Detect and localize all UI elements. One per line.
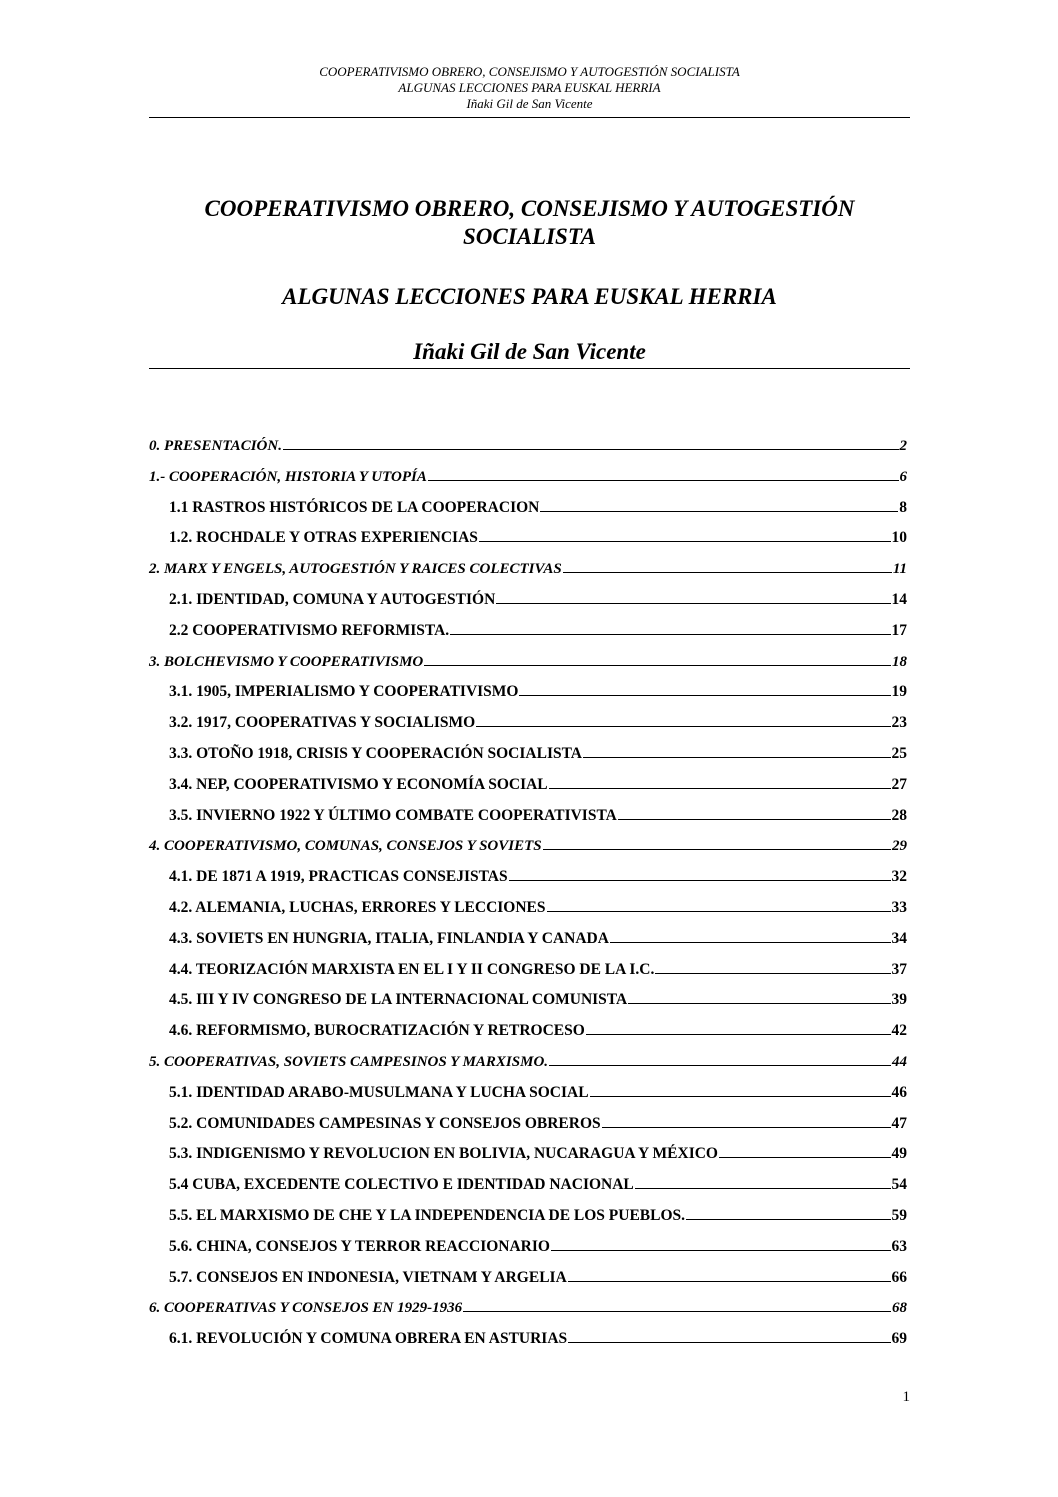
toc-entry[interactable] bbox=[149, 499, 907, 530]
toc-leader-line bbox=[655, 961, 890, 974]
toc-leader-line bbox=[450, 622, 890, 635]
toc-entry-title: 5.6. CHINA, CONSEJOS Y TERROR REACCIONARIO bbox=[169, 1237, 550, 1255]
toc-entry-title: 5.2. COMUNIDADES CAMPESINAS Y CONSEJOS OBREROS bbox=[169, 1114, 601, 1132]
toc-entry-page: 2 bbox=[899, 438, 907, 454]
toc-entry-page: 25 bbox=[891, 744, 907, 762]
header-divider bbox=[149, 117, 910, 118]
toc-leader-line bbox=[583, 745, 891, 758]
toc-entry-page: 14 bbox=[891, 590, 907, 608]
toc-entry-title: 5.3. INDIGENISMO Y REVOLUCION EN BOLIVIA, NUCARAGUA Y MÉXICO bbox=[169, 1145, 718, 1163]
toc-entry-page: 42 bbox=[891, 1022, 907, 1040]
toc-leader-line bbox=[424, 653, 891, 666]
toc-entry-page: 47 bbox=[891, 1114, 907, 1132]
toc-leader-line bbox=[549, 1053, 891, 1066]
toc-leader-line bbox=[568, 1269, 891, 1282]
running-header bbox=[149, 64, 910, 112]
toc-leader-line bbox=[428, 468, 899, 481]
toc-entry[interactable] bbox=[149, 776, 907, 807]
toc-entry[interactable] bbox=[149, 560, 907, 591]
toc-entry-title: 3.5. INVIERNO 1922 Y ÚLTIMO COMBATE COOPERATIVISTA bbox=[169, 806, 617, 824]
toc-entry-page: 69 bbox=[891, 1330, 907, 1348]
toc-leader-line bbox=[628, 991, 890, 1004]
toc-leader-line bbox=[635, 1176, 891, 1189]
toc-entry-page: 34 bbox=[891, 929, 907, 947]
toc-entry-title: 3. BOLCHEVISMO Y COOPERATIVISMO bbox=[149, 653, 424, 670]
toc-leader-line bbox=[479, 529, 891, 542]
toc-entry-page: 44 bbox=[892, 1053, 907, 1070]
toc-entry[interactable] bbox=[149, 1269, 907, 1300]
toc-leader-line bbox=[519, 683, 890, 696]
toc-entry-title: 4. COOPERATIVISMO, COMUNAS, CONSEJOS Y SOVIETS bbox=[149, 838, 542, 855]
toc-entry-title: 5.4 CUBA, EXCEDENTE COLECTIVO E IDENTIDAD NACIONAL bbox=[169, 1176, 634, 1194]
toc-entry-page: 8 bbox=[899, 498, 907, 516]
toc-entry[interactable] bbox=[149, 1207, 907, 1238]
toc-entry-title: 4.1. DE 1871 A 1919, PRACTICAS CONSEJISTAS bbox=[169, 868, 508, 886]
toc-entry-title: 2. MARX Y ENGELS, AUTOGESTIÓN Y RAICES COLECTIVAS bbox=[149, 561, 562, 578]
toc-entry-title: 1.- COOPERACIÓN, HISTORIA Y UTOPÍA bbox=[149, 468, 427, 485]
toc-entry[interactable] bbox=[149, 1145, 907, 1176]
toc-entry-title: 4.3. SOVIETS EN HUNGRIA, ITALIA, FINLANDIA Y CANADA bbox=[169, 929, 609, 947]
toc-entry-title: 5.7. CONSEJOS EN INDONESIA, VIETNAM Y ARGELIA bbox=[169, 1268, 567, 1286]
toc-entry-page: 18 bbox=[892, 653, 907, 670]
toc-entry-page: 6 bbox=[899, 468, 907, 485]
toc-entry-title: 4.5. III Y IV CONGRESO DE LA INTERNACIONAL COMUNISTA bbox=[169, 991, 628, 1009]
toc-entry-page: 66 bbox=[891, 1268, 907, 1286]
toc-entry-title: 4.2. ALEMANIA, LUCHAS, ERRORES Y LECCIONES bbox=[169, 898, 546, 916]
toc-entry[interactable] bbox=[149, 591, 907, 622]
toc-entry[interactable] bbox=[149, 683, 907, 714]
toc-entry-title: 4.4. TEORIZACIÓN MARXISTA EN EL I Y II CONGRESO DE LA I.C. bbox=[169, 960, 655, 978]
toc-entry-title: 1.1 RASTROS HISTÓRICOS DE LA COOPERACION bbox=[169, 498, 540, 516]
toc-entry-page: 28 bbox=[891, 806, 907, 824]
toc-entry[interactable] bbox=[149, 961, 907, 992]
toc-entry[interactable] bbox=[149, 714, 907, 745]
toc-entry[interactable] bbox=[149, 529, 907, 560]
toc-entry-title: 5. COOPERATIVAS, SOVIETS CAMPESINOS Y MARXISMO. bbox=[149, 1053, 549, 1070]
toc-leader-line bbox=[543, 837, 891, 850]
toc-entry-page: 46 bbox=[891, 1083, 907, 1101]
toc-entry-title: 3.4. NEP, COOPERATIVISMO Y ECONOMÍA SOCIAL bbox=[169, 775, 548, 793]
toc-leader-line bbox=[549, 776, 891, 789]
toc-entry[interactable] bbox=[149, 899, 907, 930]
document-author: Iñaki Gil de San Vicente bbox=[413, 339, 646, 364]
toc-leader-line bbox=[586, 1022, 891, 1035]
running-header-title: COOPERATIVISMO OBRERO, CONSEJISMO Y AUTOGESTIÓN SOCIALISTA bbox=[319, 64, 740, 79]
document-subtitle: ALGUNAS LECCIONES PARA EUSKAL HERRIA bbox=[282, 284, 777, 309]
toc-entry[interactable] bbox=[149, 1238, 907, 1269]
toc-entry[interactable] bbox=[149, 1084, 907, 1115]
toc-leader-line bbox=[563, 560, 892, 573]
toc-entry-title: 3.3. OTOÑO 1918, CRISIS Y COOPERACIÓN SOCIALISTA bbox=[169, 744, 582, 762]
toc-entry-page: 32 bbox=[891, 868, 907, 886]
toc-leader-line bbox=[610, 930, 891, 943]
toc-entry[interactable] bbox=[149, 1115, 907, 1146]
toc-leader-line bbox=[283, 437, 899, 450]
toc-entry[interactable] bbox=[149, 437, 907, 468]
toc-entry-title: 6. COOPERATIVAS Y CONSEJOS EN 1929-1936 bbox=[149, 1300, 463, 1317]
toc-entry-title: 5.5. EL MARXISMO DE CHE Y LA INDEPENDENCIA DE LOS PUEBLOS. bbox=[169, 1206, 686, 1224]
toc-entry-title: 6.1. REVOLUCIÓN Y COMUNA OBRERA EN ASTURIAS bbox=[169, 1330, 568, 1348]
toc-entry-title: 4.6. REFORMISMO, BUROCRATIZACIÓN Y RETROCESO bbox=[169, 1022, 585, 1040]
toc-leader-line bbox=[719, 1145, 891, 1158]
toc-entry[interactable] bbox=[149, 468, 907, 499]
toc-entry-page: 27 bbox=[891, 775, 907, 793]
toc-leader-line bbox=[602, 1115, 891, 1128]
toc-entry-page: 11 bbox=[892, 561, 907, 578]
toc-entry-title: 1.2. ROCHDALE Y OTRAS EXPERIENCIAS bbox=[169, 529, 478, 547]
toc-entry-page: 37 bbox=[891, 960, 907, 978]
toc-entry[interactable] bbox=[149, 807, 907, 838]
toc-entry[interactable] bbox=[149, 653, 907, 684]
toc-leader-line bbox=[568, 1330, 890, 1343]
toc-entry-title: 2.2 COOPERATIVISMO REFORMISTA. bbox=[169, 621, 450, 639]
toc-entry[interactable] bbox=[149, 868, 907, 899]
toc-entry[interactable] bbox=[149, 745, 907, 776]
toc-leader-line bbox=[686, 1207, 890, 1220]
toc-entry-page: 29 bbox=[892, 838, 907, 855]
toc-entry-page: 49 bbox=[891, 1145, 907, 1163]
toc-entry-page: 10 bbox=[891, 529, 907, 547]
toc-entry-page: 63 bbox=[891, 1237, 907, 1255]
toc-entry-page: 33 bbox=[891, 898, 907, 916]
toc-leader-line bbox=[509, 868, 891, 881]
document-title-line-2: SOCIALISTA bbox=[463, 224, 596, 249]
toc-entry[interactable] bbox=[149, 1053, 907, 1084]
toc-entry-title: 2.1. IDENTIDAD, COMUNA Y AUTOGESTIÓN bbox=[169, 590, 496, 608]
toc-entry[interactable] bbox=[149, 1299, 907, 1330]
toc-entry-title: 5.1. IDENTIDAD ARABO-MUSULMANA Y LUCHA SOCIAL bbox=[169, 1083, 589, 1101]
toc-entry-page: 39 bbox=[891, 991, 907, 1009]
toc-entry-page: 17 bbox=[891, 621, 907, 639]
toc-entry-page: 59 bbox=[891, 1206, 907, 1224]
document-title-line-1: COOPERATIVISMO OBRERO, CONSEJISMO Y AUTOGESTIÓN bbox=[204, 196, 855, 221]
toc-entry-page: 54 bbox=[891, 1176, 907, 1194]
toc-leader-line bbox=[551, 1238, 891, 1251]
toc-entry-title: 3.2. 1917, COOPERATIVAS Y SOCIALISMO bbox=[169, 714, 476, 732]
toc-leader-line bbox=[476, 714, 890, 727]
toc-entry[interactable] bbox=[149, 1022, 907, 1053]
toc-leader-line bbox=[547, 899, 891, 912]
page-number: 1 bbox=[902, 1389, 910, 1405]
toc-entry[interactable] bbox=[149, 1330, 907, 1361]
toc-entry-title: 0. PRESENTACIÓN. bbox=[149, 438, 282, 454]
toc-leader-line bbox=[540, 499, 898, 512]
toc-entry-page: 19 bbox=[891, 683, 907, 701]
author-divider bbox=[149, 368, 910, 369]
toc-entry-title: 3.1. 1905, IMPERIALISMO Y COOPERATIVISMO bbox=[169, 683, 519, 701]
toc-entry[interactable] bbox=[149, 930, 907, 961]
running-header-subtitle: ALGUNAS LECCIONES PARA EUSKAL HERRIA bbox=[398, 80, 661, 95]
toc-leader-line bbox=[590, 1084, 891, 1097]
running-header-author: Iñaki Gil de San Vicente bbox=[466, 96, 593, 111]
toc-leader-line bbox=[463, 1299, 891, 1312]
toc-leader-line bbox=[618, 807, 891, 820]
toc-entry-page: 68 bbox=[892, 1300, 907, 1317]
document-title bbox=[149, 195, 910, 251]
toc-entry-page: 23 bbox=[891, 714, 907, 732]
toc-entry[interactable] bbox=[149, 1176, 907, 1207]
toc-entry[interactable] bbox=[149, 837, 907, 868]
toc-entry[interactable] bbox=[149, 622, 907, 653]
toc-leader-line bbox=[496, 591, 890, 604]
toc-entry[interactable] bbox=[149, 991, 907, 1022]
table-of-contents bbox=[149, 437, 907, 1361]
